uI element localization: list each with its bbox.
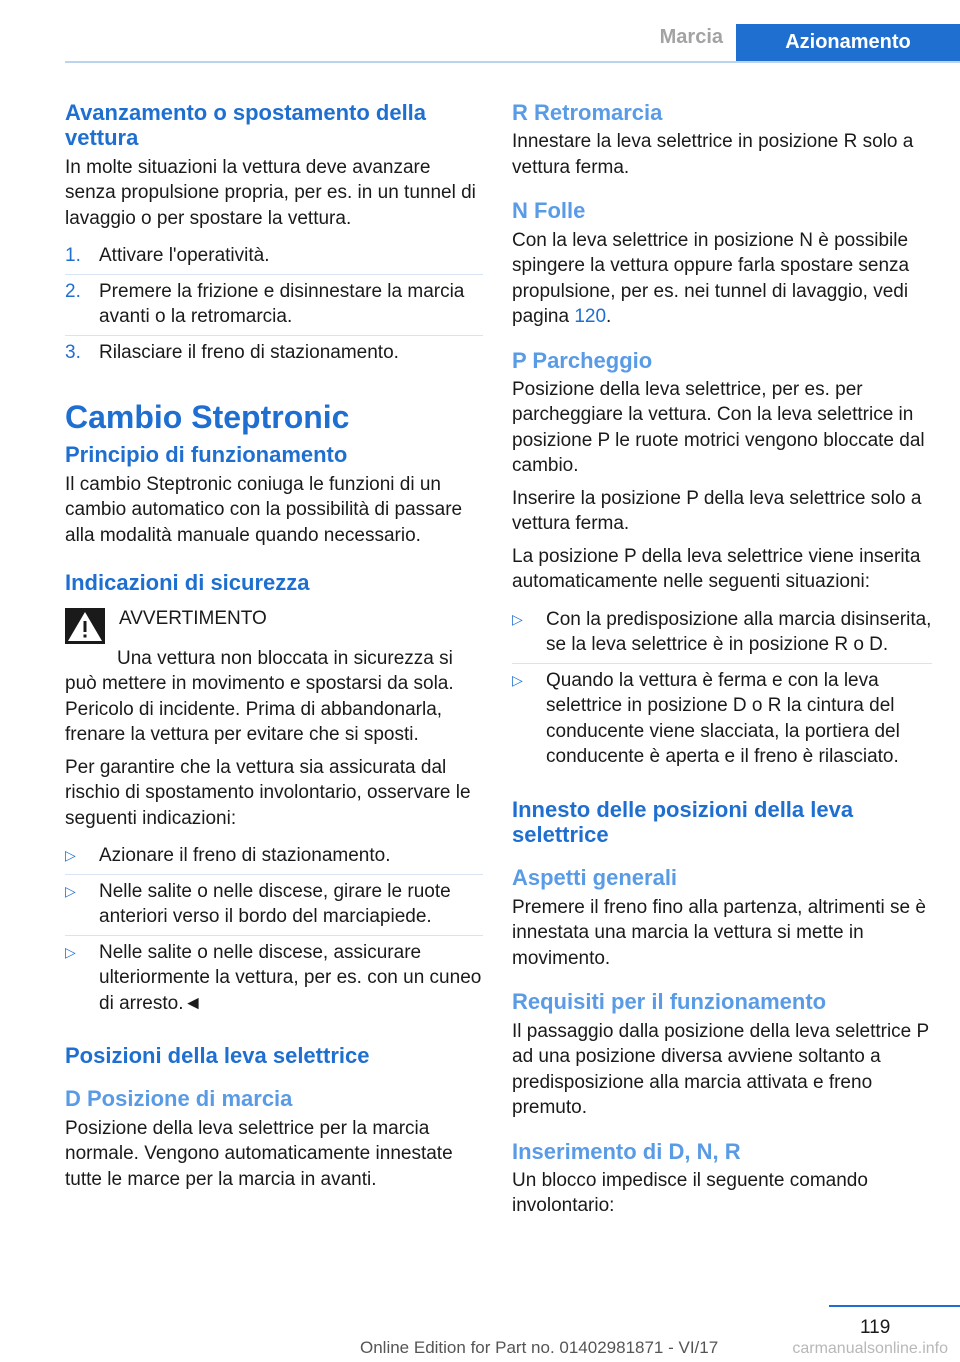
p-list <box>512 603 932 775</box>
advance-steps-list <box>65 239 483 370</box>
principle-heading: Principio di funzionamento <box>65 442 348 468</box>
right-column <box>512 100 932 1226</box>
n-text: Con la leva selettrice in posizione N è possibile spingere la vettura oppure farla spostare senza propulsione, per es. nei tunnel di lavaggio, vedi pagina <box>512 229 910 328</box>
footer-divider <box>829 1305 960 1307</box>
page-number: 119 <box>860 1317 891 1338</box>
step-number: 3. <box>65 341 81 363</box>
dnr-text: Un blocco impedisce il seguente comando involontario: <box>512 1169 868 1217</box>
requirements-text: Il passaggio dalla posizione della leva selettrice P ad una posizione diversa avviene soltanto a predisposizione alla marcia attivata e freno premuto. <box>512 1020 929 1119</box>
p-text-1: Posizione della leva selettrice, per es. per parcheggiare la vettura. Con la leva selettrice in posizione P le ruote motrici vengono bloccate dal cambio. <box>512 378 925 477</box>
chapter-title: Cambio Steptronic <box>65 399 350 436</box>
advance-heading: Avanzamento o spostamento della vettura <box>65 100 427 151</box>
list-item <box>512 664 932 775</box>
warning-text: Una vettura non bloccata in sicurezza si può mettere in movimento e spostarsi da sola. Pericolo di incidente. Prima di abbandonarla, frenare la vettura per evitare che si sposti. <box>65 647 454 746</box>
header-divider <box>65 61 960 63</box>
warning-triangle-icon <box>65 608 105 644</box>
advance-text: In molte situazioni la vettura deve avanzare senza propulsione propria, per es. in un tunnel di lavaggio o per spostare la vettura. <box>65 156 476 229</box>
triangle-right-icon: ▷ <box>65 943 76 960</box>
list-item-text: Quando la vettura è ferma e con la leva selettrice in posizione D o R la cintura del conducente viene slacciata, la portiera del conducente è aperta e il freno è rilasciato. <box>546 669 900 768</box>
positions-heading: Posizioni della leva selettrice <box>65 1043 370 1069</box>
triangle-right-icon: ▷ <box>65 882 76 899</box>
page-header <box>0 0 960 62</box>
warning-title: AVVERTIMENTO <box>119 607 267 629</box>
n-heading: N Folle <box>512 198 586 224</box>
header-chapter-tab: Azionamento <box>736 24 960 61</box>
secure-text: Per garantire che la vettura sia assicurata dal rischio di spostamento involontario, osservare le seguenti indicazioni: <box>65 756 471 829</box>
list-item-text: Azionare il freno di stazionamento. <box>99 845 391 867</box>
r-text: Innestare la leva selettrice in posizione R solo a vettura ferma. <box>512 131 914 178</box>
list-item <box>512 603 932 664</box>
step-number: 2. <box>65 280 81 302</box>
requirements-heading: Requisiti per il funzionamento <box>512 989 827 1015</box>
triangle-right-icon: ▷ <box>512 671 523 688</box>
r-heading: R Retromarcia <box>512 100 663 125</box>
list-item-text: Nelle salite o nelle discese, girare le ruote anteriori verso il bordo del marciapiede. <box>99 880 451 928</box>
general-heading: Aspetti generali <box>512 865 678 891</box>
list-item <box>65 936 483 1022</box>
page-link[interactable]: 120 <box>574 306 607 328</box>
list-item <box>65 336 483 371</box>
engage-heading: Innesto delle posizioni della leva selettrice <box>512 796 854 848</box>
p-text-3: La posizione P della leva selettrice viene inserita automaticamente nelle seguenti situazioni: <box>512 545 921 593</box>
triangle-right-icon: ▷ <box>512 610 523 627</box>
d-heading: D Posizione di marcia <box>65 1086 293 1112</box>
header-section-label: Marcia <box>659 26 723 48</box>
triangle-right-icon: ▷ <box>65 847 76 864</box>
step-text: Attivare l'operatività. <box>99 245 270 267</box>
n-paragraph: Con la leva selettrice in posizione N è possibile spingere la vettura oppure farla spostare senza propulsione, per es. nei tunnel di lavaggio, vedi pagina 120. <box>512 229 910 328</box>
list-item-text: Nelle salite o nelle discese, assicurare ulteriormente la vettura, per es. con un cuneo di arresto.◄ <box>99 941 482 1014</box>
left-column <box>65 100 483 1199</box>
principle-text: Il cambio Steptronic coniuga le funzioni di un cambio automatico con la possibilità di passare alla modalità manuale quando necessario. <box>65 473 463 546</box>
list-item <box>65 839 483 875</box>
safety-heading: Indicazioni di sicurezza <box>65 570 310 596</box>
list-item-text: Con la predisposizione alla marcia disinserita, se la leva selettrice è in posizione R o D. <box>546 608 932 656</box>
step-text: Rilasciare il freno di stazionamento. <box>99 341 399 363</box>
edition-note: Online Edition for Part no. 01402981871 - VI/17 <box>360 1338 719 1357</box>
step-text: Premere la frizione e disinnestare la marcia avanti o la retromarcia. <box>99 280 465 328</box>
step-number: 1. <box>65 245 81 267</box>
general-text: Premere il freno fino alla partenza, altrimenti se è innestata una marcia la vettura si mette in movimento. <box>512 896 926 969</box>
secure-list <box>65 839 483 1021</box>
d-text: Posizione della leva selettrice per la marcia normale. Vengono automaticamente innestate tutte le marce per la marcia in avanti. <box>65 1117 453 1190</box>
p-heading: P Parcheggio <box>512 347 653 373</box>
p-text-2: Inserire la posizione P della leva selettrice solo a vettura ferma. <box>512 487 922 535</box>
list-item <box>65 239 483 275</box>
warning-block <box>65 604 483 644</box>
list-item <box>65 275 483 336</box>
watermark: carmanualsonline.info <box>792 1340 948 1357</box>
list-item <box>65 875 483 936</box>
dnr-heading: Inserimento di D, N, R <box>512 1138 741 1164</box>
